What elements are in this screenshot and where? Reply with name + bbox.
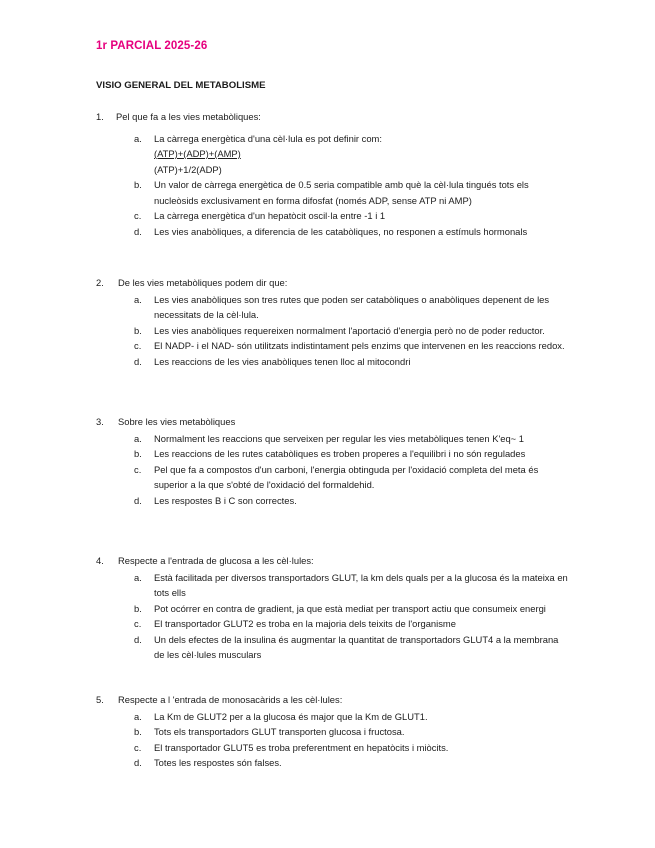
options-list — [96, 570, 571, 663]
question-number: 3. — [96, 416, 104, 427]
option-text: La càrrega energètica d'una cèl·lula es pot definir com: — [154, 132, 382, 144]
option-letter: c. — [134, 741, 142, 753]
option-text: Les reaccions de les vies anabòliques tenen lloc al mitocondri — [154, 355, 411, 367]
option-text: Pel que fa a compostos d'un carboni, l'energia obtinguda per l'oxidació completa del meta és superior a la que s'obté de l'oxidació del formaldehid. — [154, 463, 539, 490]
option-letter: b. — [134, 726, 142, 737]
question-text: Pel que fa a les vies metabòliques: — [116, 111, 261, 122]
option-letter: d. — [134, 225, 142, 237]
option-letter: c. — [134, 340, 142, 351]
question-4 — [96, 553, 571, 663]
option-b — [134, 323, 571, 339]
option-letter: d. — [134, 355, 142, 367]
option-a — [134, 570, 571, 601]
question-5 — [96, 692, 571, 771]
option-letter: a. — [134, 432, 142, 444]
option-letter: a. — [134, 571, 142, 583]
option-text: Les reaccions de les rutes catabòliques es troben properes a l'equilibri i no són regulades — [154, 448, 526, 459]
option-letter: d. — [134, 494, 142, 506]
option-letter: a. — [134, 710, 142, 722]
question-number: 2. — [96, 277, 104, 288]
formula-denominator: (ATP)+1/2(ADP) — [154, 163, 222, 175]
formula-numerator: (ATP)+(ADP)+(AMP) — [154, 148, 241, 159]
options-list — [96, 709, 571, 771]
option-c — [134, 616, 571, 632]
option-c — [134, 208, 571, 224]
option-text: El NADP- i el NAD- són utilitzats indistintament pels enzims que intervenen en les reaccions redox. — [154, 340, 565, 351]
option-text: Pot ocórrer en contra de gradient, ja que està mediat per transport actiu que consumeix energi — [154, 602, 546, 614]
option-a — [134, 131, 571, 178]
option-letter: b. — [134, 179, 142, 190]
question-number: 1. — [96, 111, 104, 122]
option-letter: a. — [134, 293, 142, 305]
option-letter: c. — [134, 463, 142, 475]
question-2 — [96, 275, 571, 369]
option-a — [134, 431, 571, 447]
option-b — [134, 177, 571, 208]
option-text: El transportador GLUT5 es troba preferentment en hepatòcits i miòcits. — [154, 741, 449, 753]
option-letter: a. — [134, 132, 142, 144]
option-text: Les respostes B i C son correctes. — [154, 494, 297, 506]
option-text: Totes les respostes són falses. — [154, 757, 282, 768]
question-text: Respecte a l'entrada de glucosa a les cèl·lules: — [118, 555, 314, 566]
option-d — [134, 224, 571, 240]
option-letter: b. — [134, 324, 142, 336]
option-letter: d. — [134, 757, 142, 768]
option-text: El transportador GLUT2 es troba en la majoria dels teixits de l'organisme — [154, 618, 456, 629]
options-list — [96, 431, 571, 509]
question-number: 4. — [96, 555, 104, 566]
option-text: Les vies anabòliques, a diferencia de les catabòliques, no responen a estímuls hormonals — [154, 225, 528, 237]
exam-title: 1r PARCIAL 2025-26 — [96, 40, 208, 52]
option-text: Les vies anabòliques requereixen normalment l'aportació d'energia però no de poder reductor. — [154, 324, 545, 336]
option-b — [134, 724, 571, 740]
option-text: Normalment les reaccions que serveixen per regular les vies metabòliques tenen K'eq~ 1 — [154, 432, 524, 444]
option-b — [134, 446, 571, 462]
option-text: Tots els transportadors GLUT transporten glucosa i fructosa. — [154, 726, 405, 737]
option-d — [134, 493, 571, 509]
option-text: La Km de GLUT2 per a la glucosa és major que la Km de GLUT1. — [154, 710, 428, 722]
question-3 — [96, 414, 571, 508]
option-letter: b. — [134, 448, 142, 459]
option-letter: c. — [134, 618, 142, 629]
option-d — [134, 755, 571, 771]
question-text: Sobre les vies metabòliques — [118, 416, 236, 427]
option-letter: c. — [134, 210, 142, 221]
options-list — [96, 131, 571, 240]
option-c — [134, 740, 571, 756]
option-c — [134, 338, 571, 354]
option-a — [134, 709, 571, 725]
question-text: Respecte a l 'entrada de monosacàrids a les cèl·lules: — [118, 694, 343, 705]
option-c — [134, 462, 571, 493]
option-d — [134, 354, 571, 370]
question-number: 5. — [96, 694, 104, 705]
option-text: Les vies anabòliques son tres rutes que poden ser catabòliques o anabòliques depenent de les necessitats de la cèl·lula. — [154, 293, 550, 320]
option-a — [134, 292, 571, 323]
section-title: VISIO GENERAL DEL METABOLISME — [96, 80, 266, 91]
options-list — [96, 292, 571, 370]
option-b — [134, 601, 571, 617]
option-text: Un valor de càrrega energètica de 0.5 seria compatible amb què la cèl·lula tingués tots els nucleòsids exclusivament en forma difosfat (només ADP, sense ATP ni AMP) — [154, 179, 529, 206]
question-1 — [96, 109, 571, 239]
option-text: Un dels efectes de la insulina és augmentar la quantitat de transportadors GLUT4 a la membrana de les cèl·lules musculars — [154, 633, 559, 660]
question-text: De les vies metabòliques podem dir que: — [118, 277, 288, 288]
option-d — [134, 632, 571, 663]
option-letter: b. — [134, 602, 142, 614]
option-letter: d. — [134, 633, 142, 645]
option-text: Està facilitada per diversos transportadors GLUT, la km dels quals per a la glucosa és la mateixa en tots ells — [154, 571, 568, 598]
option-text: La càrrega energètica d'un hepatòcit oscil·la entre -1 i 1 — [154, 210, 386, 221]
